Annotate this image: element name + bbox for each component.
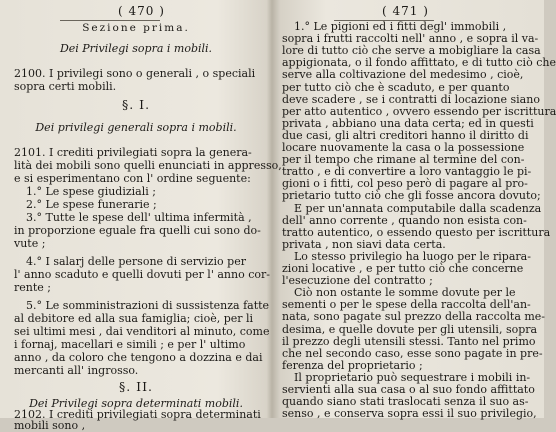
right-text-line: Lo stesso privilegio ha luogo per le ripara- — [294, 249, 531, 263]
left-text-line: e si esperimentano con l' ordine seguente: — [14, 172, 251, 185]
right-text-line: gioni o i fitti, col peso però di pagare al pro- — [282, 177, 528, 191]
right-text-line: servienti alla sua casa o al suo fondo affittato — [282, 383, 535, 396]
left-text-line: mercanti all' ingrosso. — [14, 364, 139, 377]
left-text-line: sopra certi mobili. — [14, 80, 117, 93]
left-text-line: 2100. I privilegi sono o generali , o speciali — [14, 67, 256, 80]
right-text-line: serve alla coltivazione del medesimo , cioè, — [282, 68, 524, 82]
left-text-line: sei ultimi mesi , dai venditori al minuto, come — [14, 325, 270, 338]
page-number-left: ( 470 ) — [118, 4, 165, 18]
header-rule-left — [60, 20, 160, 21]
left-text-line: vute ; — [14, 237, 46, 250]
right-text-line: l'esecuzione del contratto ; — [282, 274, 433, 288]
left-text-line: 2101. I crediti privilegiati sopra la genera- — [14, 146, 252, 159]
left-text-line: 3.° Tutte le spese dell' ultima infermità , — [26, 211, 252, 224]
left-text-line: 1.° Le spese giudiziali ; — [26, 185, 156, 198]
right-text-line: dell' anno corrente , quando non esista con- — [282, 213, 527, 227]
right-text-line: prietario tutto ciò che gli fosse ancora dovuto; — [282, 189, 541, 203]
right-page — [274, 0, 556, 421]
right-text-line: E per un'annata computabile dalla scadenza — [294, 201, 542, 215]
right-text-line: senso , e conserva sopra essi il suo privilegio, — [282, 407, 537, 421]
right-text-line: lore di tutto ciò che serve a mobigliare la casa — [282, 44, 541, 58]
left-text-line: Sezione prima. — [82, 22, 190, 34]
left-text-line: mobili sono , — [14, 419, 86, 432]
right-text-line: Ciò non ostante le somme dovute per le — [294, 286, 516, 300]
left-text-line: §. I. — [121, 97, 151, 112]
right-text-line: zioni locative , e per tutto ciò che concerne — [282, 262, 524, 275]
right-text-line: Il proprietario può sequestrare i mobili in- — [294, 370, 531, 384]
right-text-line: desima, e quelle dovute per gli utensili, sopra — [282, 322, 538, 336]
right-text-line: il prezzo degli utensili stessi. Tanto nel primo — [282, 334, 536, 348]
right-text-line: due casi, gli altri creditori hanno il diritto di — [282, 128, 529, 142]
left-text-line: i fornaj, macellari e simili ; e per l' ultimo — [14, 338, 246, 351]
left-text-line: rente ; — [14, 281, 51, 294]
left-text-line: 4.° I salarj delle persone di servizio per — [26, 255, 246, 268]
right-text-line: per il tempo che rimane al termine del con- — [282, 153, 525, 167]
left-text-line: 2102. I crediti privilegiati sopra determinati — [14, 408, 261, 421]
left-text-line: 5.° Le somministrazioni di sussistenza fatte — [26, 299, 270, 312]
right-text-line: quando siano stati traslocati senza il suo as- — [282, 395, 529, 409]
right-text-line: privata , non siavi data certa. — [282, 237, 446, 251]
right-text-line: per tutto ciò che è scaduto, e per quanto — [282, 80, 510, 94]
right-text-line: locare nuovamente la casa o la possessione — [282, 141, 525, 154]
left-text-line: Dei privilegi generali sopra i mobili. — [35, 121, 237, 134]
right-text-line: tratto , e di convertire a loro vantaggio le pi- — [282, 165, 532, 179]
left-text-line: l' anno scaduto e quelli dovuti per l' anno cor- — [14, 268, 270, 281]
left-text-line: al debitore ed alla sua famiglia; cioè, per li — [14, 312, 254, 325]
right-text-line: sementi o per le spese della raccolta dell'an- — [282, 298, 531, 312]
left-text-line: 2.° Le spese funerarie ; — [26, 198, 157, 211]
left-text-line: Dei Privilegi sopra i mobili. — [59, 42, 213, 55]
right-text-line: deve scadere , se i contratti di locazione siano — [282, 92, 540, 106]
right-text-line: ferenza del proprietario ; — [282, 358, 423, 372]
right-text-line: nata, sono pagate sul prezzo della raccolta me- — [282, 310, 546, 324]
left-text-line: Dei Privilegi sopra determinati mobili. — [29, 397, 243, 410]
left-text-line: lità dei mobili sono quelli enunciati in appresso, — [14, 159, 282, 172]
right-text-line: che nel secondo caso, esse sono pagate in pre- — [282, 346, 543, 360]
page-number-right: ( 471 ) — [382, 4, 429, 18]
right-text-line: appigionata, o il fondo affittato, e di tutto ciò che — [282, 56, 556, 70]
left-text-line: anno , da coloro che tengono a dozzina e dai — [14, 351, 263, 364]
right-text-line: 1.° Le pigioni ed i fitti degl' immobili , — [294, 20, 507, 33]
left-text-line: §. II. — [118, 379, 154, 394]
right-text-line: per atto autentico , ovvero essendo per iscrittura — [282, 104, 556, 118]
right-text-line: sopra i frutti raccolti nell' anno , e sopra il va- — [282, 32, 539, 46]
right-text-line: privata , abbiano una data certa; ed in questi — [282, 116, 534, 130]
left-text-line: in proporzione eguale fra quelli cui sono do- — [14, 224, 261, 237]
right-text-line: tratto autentico, o essendo questo per iscrittura — [282, 225, 551, 239]
